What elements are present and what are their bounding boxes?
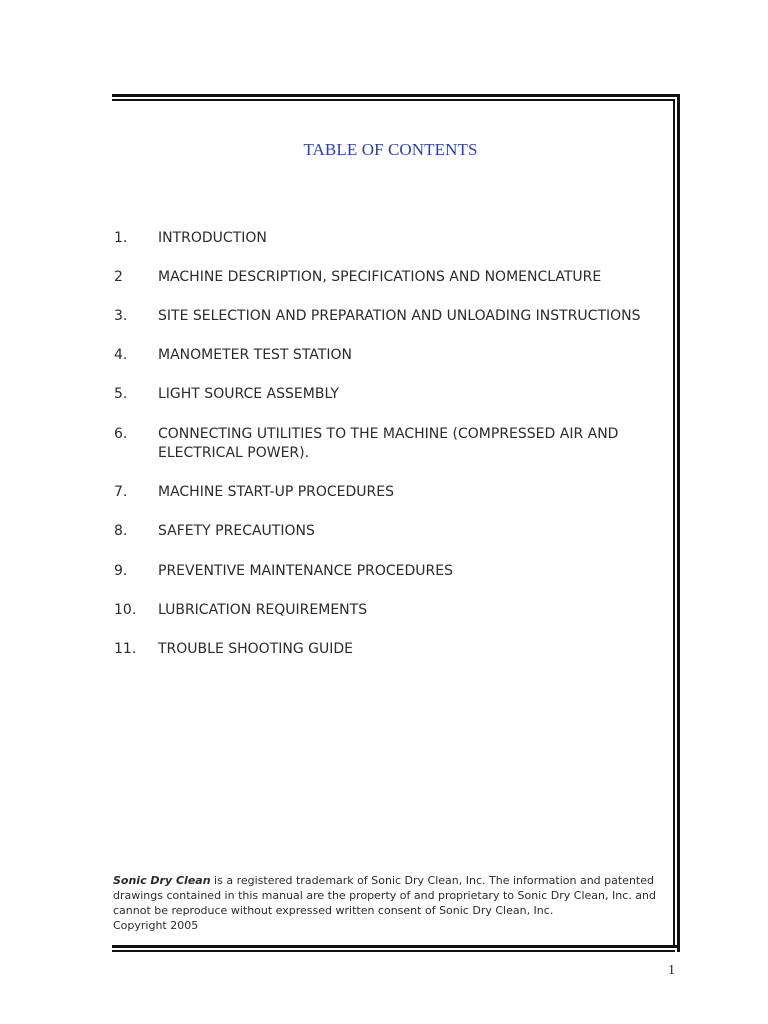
trademark-text: is a registered trademark of Sonic Dry Clean, Inc. The information and patented drawings contained in this manual are the property of and proprietary to Sonic Dry Clean, Inc. and cannot be reproduce without expressed written consent of Sonic Dry Clean, Inc. — [113, 874, 656, 917]
page-title: TABLE OF CONTENTS — [303, 140, 478, 159]
toc-item-number: 2 — [114, 269, 123, 285]
toc-item-title: LIGHT SOURCE ASSEMBLY — [158, 386, 339, 402]
toc-item-title: SITE SELECTION AND PREPARATION AND UNLOADING INSTRUCTIONS — [158, 308, 641, 324]
toc-item-title: TROUBLE SHOOTING GUIDE — [158, 641, 354, 657]
toc-item-number: 7. — [114, 484, 128, 500]
toc-item-number: 8. — [114, 523, 128, 539]
toc-item-title: MACHINE START-UP PROCEDURES — [158, 484, 395, 500]
brand-name: Sonic Dry Clean — [113, 874, 211, 887]
trademark-notice — [113, 873, 673, 933]
page-number: 1 — [668, 963, 675, 978]
toc-item-number: 10. — [114, 602, 137, 618]
toc-item-title: PREVENTIVE MAINTENANCE PROCEDURES — [158, 563, 454, 579]
toc-item-title: INTRODUCTION — [158, 230, 267, 246]
bottom-border-rule — [112, 945, 680, 948]
bottom-border-rule-inner — [112, 950, 675, 952]
toc-item-title: CONNECTING UTILITIES TO THE MACHINE (COMPRESSED AIR AND ELECTRICAL POWER). — [158, 426, 619, 461]
toc-item-title: MACHINE DESCRIPTION, SPECIFICATIONS AND NOMENCLATURE — [158, 269, 602, 285]
toc-item-number: 4. — [114, 347, 128, 363]
copyright: Copyright 2005 — [113, 919, 199, 932]
toc-item-number: 3. — [114, 308, 128, 324]
toc-item-number: 6. — [114, 426, 128, 442]
top-border-rule — [112, 94, 680, 97]
toc-item-number: 11. — [114, 641, 137, 657]
top-border-rule-inner — [112, 99, 675, 101]
toc-item-number: 5. — [114, 386, 128, 402]
toc-item-title: SAFETY PRECAUTIONS — [158, 523, 315, 539]
toc-item-title: LUBRICATION REQUIREMENTS — [158, 602, 368, 618]
toc-item-number: 9. — [114, 563, 128, 579]
toc-item-number: 1. — [114, 230, 128, 246]
toc-item-title: MANOMETER TEST STATION — [158, 347, 352, 363]
